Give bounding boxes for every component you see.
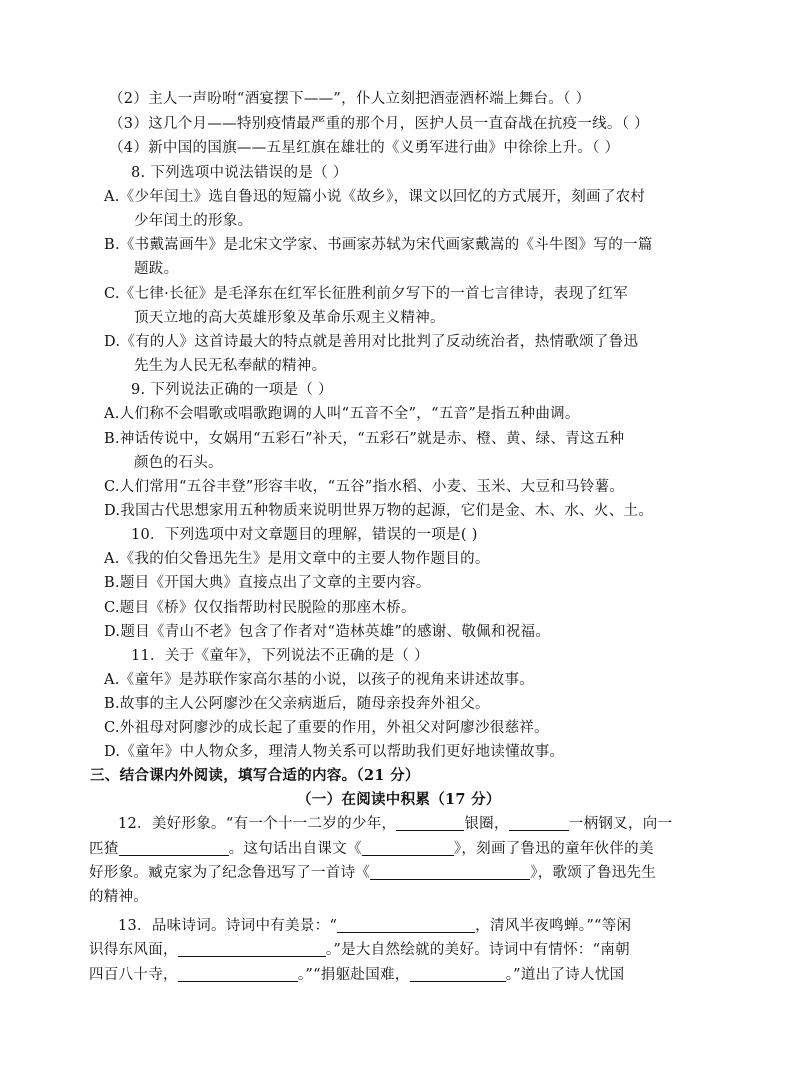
q9-option-b-cont: 颜色的石头。 xyxy=(134,455,223,471)
q8-option-d-cont: 先生为人民无私奉献的精神。 xyxy=(134,358,327,374)
q12-line-1 xyxy=(118,813,672,835)
q8-option-c: C.《七律·长征》是毛泽东在红军长征胜利前夕写下的一首七言律诗，表现了红军 xyxy=(104,286,628,302)
q13-line-2 xyxy=(89,939,630,961)
q8-option-b-cont: 题跋。 xyxy=(134,261,179,277)
q12-text-1: 12．美好形象。“有一个十一二岁的少年， xyxy=(118,816,397,832)
q8-option-c-cont: 顶天立地的高大英雄形象及革命乐观主义精神。 xyxy=(134,310,445,326)
q12-text-3: 一柄钢叉，向一 xyxy=(568,816,673,832)
q9-stem: 9. 下列说法正确的一项是（ ） xyxy=(131,382,333,398)
q13-blank-3[interactable] xyxy=(178,966,298,982)
q13-text-4: 。”是大自然绘就的美好。诗词中有情怀：“南朝 xyxy=(325,942,630,958)
q12-line-4: 的精神。 xyxy=(89,889,149,905)
q10-option-a: A.《我的伯父鲁迅先生》是用文章中的主要人物作题目的。 xyxy=(104,551,490,567)
q12-text-6: 》，刻画了鲁迅的童年伙伴的美 xyxy=(453,841,654,857)
subsection-1-title: （一）在阅读中积累（17 分） xyxy=(297,791,501,808)
q8-option-a: A.《少年闰土》选自鲁迅的短篇小说《故乡》，课文以回忆的方式展开，刻画了农村 xyxy=(104,189,646,205)
q13-line-1 xyxy=(118,915,631,937)
q8-option-d: D.《有的人》这首诗最大的特点就是善用对比批判了反动统治者，热情歌颂了鲁迅 xyxy=(104,334,639,350)
q12-text-5: 。这句话出自课文《 xyxy=(228,841,362,857)
q12-line-2 xyxy=(89,838,654,860)
q9-option-c: C.人们常用“五谷丰登”形容丰收，“五谷”指水稻、小麦、玉米、大豆和马铃薯。 xyxy=(104,479,625,495)
section-3-title: 三、结合课内外阅读，填写合适的内容。（21 分） xyxy=(90,767,420,784)
q7-item-4: （4）新中国的国旗——五星红旗在雄壮的《义勇军进行曲》中徐徐上升。（ ） xyxy=(109,140,620,156)
q12-text-7: 好形象。臧克家为了纪念鲁迅写了一首诗《 xyxy=(89,865,371,881)
q12-blank-2[interactable] xyxy=(509,815,569,831)
q13-blank-4[interactable] xyxy=(410,966,506,982)
q13-text-3: 识得东风面， xyxy=(89,942,178,958)
q8-option-a-cont: 少年闰土的形象。 xyxy=(134,213,253,229)
q13-text-7: 。”道出了诗人忧国 xyxy=(505,967,625,983)
q7-item-2: （2）主人一声吩咐“酒宴摆下——”，仆人立刻把酒壶酒杯端上舞台。（ ） xyxy=(109,91,591,107)
q12-text-8: 》，歌颂了鲁迅先生 xyxy=(530,865,657,881)
q13-text-2: ，清风半夜鸣蝉。”“等闲 xyxy=(475,918,632,934)
q10-option-d: D.题目《青山不老》包含了作者对“造林英雄”的感谢、敬佩和祝福。 xyxy=(104,624,551,640)
q7-item-3: （3）这几个月——特别疫情最严重的那个月，医护人员一直奋战在抗疫一线。（ ） xyxy=(109,116,649,132)
q9-option-d: D.我国古代思想家用五种物质来说明世界万物的起源，它们是金、木、水、火、土。 xyxy=(104,503,654,519)
q12-blank-5[interactable] xyxy=(370,864,530,880)
q13-text-6: 。”“捐躯赴国难， xyxy=(297,967,410,983)
q12-text-4: 匹猹 xyxy=(89,841,119,857)
q9-option-a: A.人们称不会唱歌或唱歌跑调的人叫“五音不全”，“五音”是指五种曲调。 xyxy=(104,406,580,422)
q12-blank-4[interactable] xyxy=(362,840,454,856)
q13-line-3 xyxy=(89,964,624,986)
q11-stem: 11．关于《童年》，下列说法不正确的是（ ） xyxy=(131,648,429,664)
q8-option-b: B.《书戴嵩画牛》是北宋文学家、书画家苏轼为宋代画家戴嵩的《斗牛图》写的一篇 xyxy=(104,237,653,253)
q13-text-1: 13．品味诗词。诗词中有美景：“ xyxy=(118,918,338,934)
q9-option-b: B.神话传说中，女娲用“五彩石”补天，“五彩石”就是赤、橙、黄、绿、青这五种 xyxy=(104,431,625,447)
q12-line-3 xyxy=(89,862,656,884)
q13-blank-2[interactable] xyxy=(178,941,326,957)
q11-option-c: C.外祖母对阿廖沙的成长起了重要的作用，外祖父对阿廖沙很慈祥。 xyxy=(104,720,549,736)
q12-blank-1[interactable] xyxy=(396,815,464,831)
q13-text-5: 四百八十寺， xyxy=(89,967,178,983)
q10-option-b: B.题目《开国大典》直接点出了文章的主要内容。 xyxy=(104,575,431,591)
q11-option-d: D.《童年》中人物众多，理清人物关系可以帮助我们更好地读懂故事。 xyxy=(104,744,565,760)
q10-option-c: C.题目《桥》仅仅指帮助村民脱险的那座木桥。 xyxy=(104,600,416,616)
q13-blank-1[interactable] xyxy=(337,917,475,933)
q8-stem: 8. 下列选项中说法错误的是（ ） xyxy=(131,165,348,181)
q11-option-a: A.《童年》是苏联作家高尔基的小说，以孩子的视角来讲述故事。 xyxy=(104,672,535,688)
q12-blank-3[interactable] xyxy=(119,840,229,856)
q10-stem: 10．下列选项中对文章题目的理解，错误的一项是( ) xyxy=(131,527,478,543)
q11-option-b: B.故事的主人公阿廖沙在父亲病逝后，随母亲投奔外祖父。 xyxy=(104,696,490,712)
q12-text-2: 银圈， xyxy=(464,816,509,832)
